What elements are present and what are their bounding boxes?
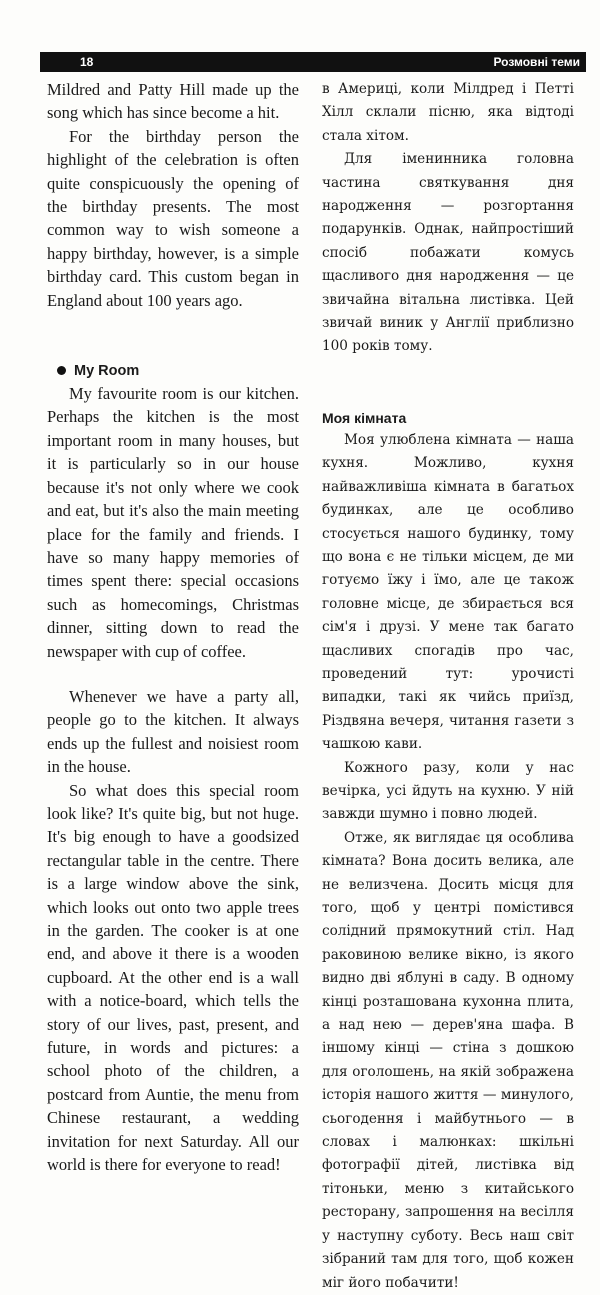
ua-heading: Моя кімната: [322, 409, 407, 426]
en-paragraph-5: So what does this special room look like? It's quite big, but not huge. It's big enough to have a goodsized rectangular table in the centre. There is a large window above the sink, which looks out onto two apple trees in the garden. The cooker is at one end, and above it there is a wooden cupboard. At the other end is a wall with a notice-board, which tells the story of our lives, past, present, and future, in words and pictures: a school photo of the children, a postcard from Auntie, the menu from Chinese restaurant, a wedding invitation for next Saturday. All our world is there for everyone to read!: [47, 780, 299, 1175]
ua-paragraph-1: в Америці, коли Мілдред і Петті Хілл склали пісню, яка відтоді стала хітом.: [322, 81, 574, 144]
en-paragraph-2: For the birthday person the highlight of the celebration is often quite conspicuously the opening of the birthday presents. The most common way to wish someone a happy birthday, however, is a simple birthday card. This custom began in England about 100 years ago.: [47, 126, 299, 310]
ukrainian-column: [322, 78, 574, 1295]
en-paragraph-4: Whenever we have a party all, people go to the kitchen. It always ends up the fullest and noisiest room in the house.: [47, 686, 299, 777]
section-title: Розмовні теми: [493, 55, 580, 69]
page-number: 18: [80, 55, 94, 69]
en-paragraph-3: My favourite room is our kitchen. Perhaps the kitchen is the most important room in many houses, but it is particularly so in our house because it's not only where we cook and eat, but it's also the main meeting place for the family and friends. I have so many happy memories of times spent there: special occasions such as homecomings, Christmas dinner, sitting down to read the newspaper with cup of coffee.: [47, 384, 299, 661]
english-column: [47, 78, 299, 1176]
ua-paragraph-4: Кожного разу, коли у нас вечірка, усі йдуть на кухню. У ній завжди шумно і повно людей.: [322, 759, 574, 823]
ua-paragraph-3: Моя улюблена кімната — наша кухня. Можливо, кухня найважливіша кімната в багатьох будинках, але це особливо стосується нашого будинку, тому що вона є не тільки місцем, де ми готуємо їжу і їмо, але це також головне місце, де збирається вся сім'я і друзі. У мене так багато щасливих спогадів про час, проведений тут: урочисті випадки, такі як чийсь приїзд, Різдвяна вечеря, читання газети з чашкою кави.: [322, 431, 574, 753]
bullet-icon: [57, 366, 66, 375]
en-paragraph-1: Mildred and Patty Hill made up the song which has since become a hit.: [47, 80, 299, 123]
ua-paragraph-2: Для іменинника головна частина святкування дня народження — розгортання подарунків. Однак, найпростіший спосіб побажати комусь щасливого дня народження — це звичайна вітальна листівка. Цей звичай виник у Англії приблизно 100 років тому.: [322, 151, 574, 355]
en-heading-text: My Room: [74, 363, 140, 380]
page-header: [40, 52, 586, 72]
ua-paragraph-5: Отже, як виглядає ця особлива кімната? Вона досить велика, але не велизчена. Досить місця для того, щоб у центрі помістився солідний прямокутний стіл. Над раковиною велике вікно, із якого видно дві яблуні в саду. В одному кінці розташована кухонна плита, а над нею — дерев'яна шафа. В іншому кінці — стіна з дошкою для оголошень, на якій зображена історія нашого життя — минулого, сьогодення і майбутнього — в словах і малюнках: шкільні фотографії дітей, листівка від тітоньки, меню з китайського ресторану, запрошення на весілля у наступну суботу. Весь наш світ зібраний там для того, щоб кожен міг його побачити!: [322, 829, 574, 1291]
en-heading: [47, 360, 299, 382]
